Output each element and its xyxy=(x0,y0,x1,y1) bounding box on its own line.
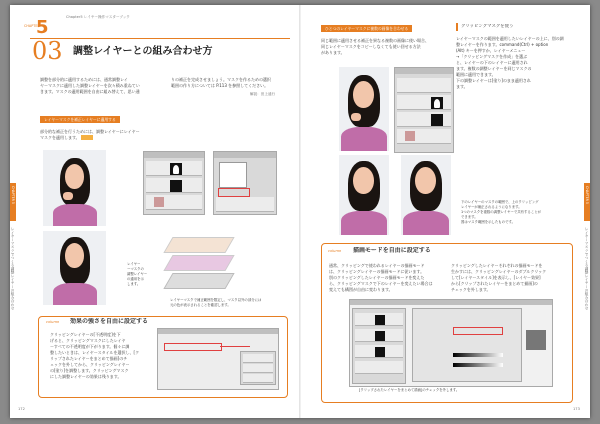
section-line: 同じレイヤーマスクをコピーしなくても使い回せる方法 xyxy=(321,44,421,49)
layer-style-dialog xyxy=(157,328,279,390)
intro-line: きます。マスクの適用範囲を自由に組み替えて、思い通 xyxy=(40,89,140,94)
mask-thumbnail xyxy=(375,331,385,341)
body-shape xyxy=(341,211,387,235)
column-line: げると、クリッピングマスクにしたレイヤ xyxy=(50,338,126,343)
layer-row xyxy=(243,364,273,373)
column-line: 整したいときは、レイヤースタイルを選択し、[ク xyxy=(50,350,140,355)
side-running-text: レイヤーマスクでつくる調整レイヤーの組み合わせ xyxy=(11,227,15,310)
column-text xyxy=(50,332,150,392)
clip-line: 範囲に適用できます。 xyxy=(456,72,496,77)
callout-line: できます。 xyxy=(461,215,478,219)
clip-line: レイヤーマスクの範囲を適用したいレイヤーの上に、別の調 xyxy=(456,36,564,41)
flow-caption-line: 元の色が表示されることを確認します。 xyxy=(170,303,231,307)
body-shape xyxy=(403,211,449,235)
section-line: があります。 xyxy=(321,50,345,55)
highlight-box xyxy=(164,343,222,351)
face-shape xyxy=(353,81,374,108)
portrait-photo xyxy=(43,150,106,226)
chapter-number: 5 xyxy=(36,18,49,38)
page-number: 173 xyxy=(573,407,580,411)
dialog-bar xyxy=(158,329,278,334)
side-tab xyxy=(584,183,590,221)
clip-line: →「クリッピングマスクを作成」を選ぶ xyxy=(456,54,528,59)
section-line: 部分的な補正を行うためには、調整レイヤーにレイヤー xyxy=(40,129,140,134)
gradient-slider xyxy=(453,363,503,367)
section-heading: レイヤーマスクを補正レイヤーに適用する xyxy=(40,116,120,123)
column-line: 生かすには、クリッピングレイヤーのダブルクリック xyxy=(451,269,547,274)
mask-thumbnail-shape xyxy=(434,99,440,108)
side-running-text: レイヤーマスクでつくる調整レイヤーの組み合わせ xyxy=(585,227,589,310)
step-badge xyxy=(81,135,93,140)
caption-line: レイヤー xyxy=(127,262,141,266)
stack-layer xyxy=(163,255,234,271)
chapter-badge xyxy=(24,18,50,38)
stack-layer xyxy=(163,237,234,253)
highlight-arrow xyxy=(220,346,250,347)
column-right-text xyxy=(451,263,569,295)
callout-line: 下のレイヤーのマスクの範囲で、上のクリッピング xyxy=(461,200,539,204)
clip-text xyxy=(456,36,581,96)
breadcrumb: Chapter5 レイヤー操作マスターブック xyxy=(66,15,130,19)
page-number: 172 xyxy=(18,407,25,411)
dialog-body xyxy=(412,308,522,382)
stack-layer xyxy=(163,273,234,289)
clip-line: 下の調整レイヤーは[塗り]のまま適用され xyxy=(456,78,531,83)
body-shape xyxy=(341,127,387,151)
intro-line: 範囲の作り方については P.113 を参照してください。 xyxy=(171,83,269,88)
mask-thumbnail-shape xyxy=(173,165,179,174)
column-line: チェックを外します。 xyxy=(451,287,491,292)
column-line: して[レイヤースタイル]を表示し、[レイヤー効果] xyxy=(451,275,541,280)
preview-swatch xyxy=(526,330,546,350)
flow-caption-line: レイヤーマスクで補正範囲を限定し、マスク以外の部分には xyxy=(170,298,262,302)
clip-line: と、レイヤーの下のレイヤーに適用され xyxy=(456,60,528,65)
side-tab-label: CHAPTER 5 xyxy=(585,186,589,204)
right-page xyxy=(301,5,590,418)
section-number: 03 xyxy=(32,38,63,64)
properties-panel xyxy=(213,151,277,215)
column-label: column xyxy=(46,320,60,324)
portrait-photo-5 xyxy=(401,155,451,235)
face-shape xyxy=(65,164,84,189)
column-line: クリッピングしたレイヤーそれぞれの描画モードを xyxy=(451,263,543,268)
column-left-text xyxy=(329,263,447,295)
clip-line: (Alt) キーを押すか、レイヤーメニュー xyxy=(456,48,526,53)
panel-bar xyxy=(144,152,204,158)
column-line: ェックを外してから、クリッピングレイヤー xyxy=(50,362,130,367)
curve-graph xyxy=(219,162,247,188)
section-line: マスクを適用します。 xyxy=(40,135,80,140)
header-rule xyxy=(30,38,290,39)
layer-row xyxy=(243,374,273,383)
column-line: ーすべての不透明度が下がります。個々に調 xyxy=(50,344,130,349)
intro-line: 調整を部分的に適用するためには、通常調整レイ xyxy=(40,77,128,82)
side-tab-label: CHAPTER 5 xyxy=(11,186,15,204)
portrait-photo-4 xyxy=(339,155,389,235)
column-line: 別のクリッピングしたレイヤーの描画モードを変えた xyxy=(329,275,425,280)
layer-row xyxy=(216,197,274,212)
gradient-slider xyxy=(453,353,503,357)
column-line: クリッピングレイヤーの[不透明度]を下 xyxy=(50,332,121,337)
column-line: は、クリッピングレイヤーの描画モードに従います。 xyxy=(329,269,425,274)
layers-panel-mini xyxy=(352,308,406,384)
caption-line: ーマスクの xyxy=(127,267,144,271)
page-title: 調整レイヤーとの組み合わせ方 xyxy=(73,46,213,57)
caption-line: します。 xyxy=(127,282,141,286)
section-line: 同じ範囲に適用させる補正を異なる複数の画像に使い場合、 xyxy=(321,38,429,43)
clip-heading: クリッピングマスクを使う xyxy=(461,24,514,29)
callout-text xyxy=(461,200,581,232)
column-title: 効果の強さを自由に設定する xyxy=(70,318,149,325)
column-title: 描画モードを自由に設定する xyxy=(353,247,431,254)
mask-thumbnail xyxy=(375,347,385,357)
side-tab xyxy=(10,183,16,221)
left-page xyxy=(10,5,299,418)
caption-line: の適用を示 xyxy=(127,277,144,281)
column-line: の[塗り]を調整します。クリッピングマスク xyxy=(50,368,129,373)
column-line: 通常、クリッピングで使われるレイヤーの描画モード xyxy=(329,263,425,268)
intro-line: ヤーマスクに適用した調整レイヤーを次々積み重ねてい xyxy=(40,83,140,88)
photo-thumbnail xyxy=(154,197,164,207)
photo-thumbnail xyxy=(405,131,415,141)
column-line: にした調整レイヤーの効果は残ります。 xyxy=(50,374,122,379)
highlight-box xyxy=(453,327,503,335)
column-line: 変えても構図が自由に変わります。 xyxy=(329,287,393,292)
caption-line: 調整レイヤー xyxy=(127,272,148,276)
stack-caption xyxy=(127,262,155,296)
layer-stack-illustration xyxy=(158,237,240,291)
dialog-bar xyxy=(350,300,552,305)
clip-line: ます。複数の調整レイヤーを同じマスクの xyxy=(456,66,532,71)
portrait-photo-2 xyxy=(43,231,106,305)
layer-row xyxy=(355,361,403,374)
mask-thumbnail xyxy=(170,180,182,192)
chapter-label: CHAPTER xyxy=(24,24,40,28)
mask-thumbnail xyxy=(375,315,385,325)
face-shape xyxy=(353,167,374,194)
layer-style-screenshot xyxy=(349,299,553,387)
face-shape xyxy=(415,167,436,194)
mask-thumbnail xyxy=(431,114,443,126)
column-line: リップされたレイヤーをまとめて描画]のチ xyxy=(50,356,128,361)
body-shape xyxy=(53,204,97,226)
callout-line: 図はマスク範囲を示したものです。 xyxy=(461,220,515,224)
panel-bar xyxy=(214,152,276,158)
figure-caption: [クリップされたレイヤーをまとめて描画]のチェックを外します。 xyxy=(359,388,460,392)
column-line: ら、クリッピングマスクで下のレイヤーを変えたい場合は xyxy=(329,281,433,286)
intro-line: りの補正を完成させましょう。マスクを作るための選択 xyxy=(171,77,271,82)
clip-line: 整レイヤーを作ります。command(Ctrl) + option xyxy=(456,42,549,47)
face-shape xyxy=(65,243,84,268)
column-line: から[クリップされたレイヤーをまとめて描画]の xyxy=(451,281,538,286)
section-heading: ひとつのレイヤーマスクに複数の画像を合わせる xyxy=(321,25,412,32)
layers-panel-mini xyxy=(240,351,276,385)
clip-line: ます。 xyxy=(456,84,468,89)
body-shape xyxy=(53,283,97,305)
book-spread xyxy=(10,5,590,418)
hand-shape xyxy=(63,192,73,200)
portrait-photo-3 xyxy=(339,67,389,151)
hand-shape xyxy=(351,113,361,121)
layer-row xyxy=(397,78,451,93)
callout-line: レイヤーが補正されるようになります。 xyxy=(461,205,522,209)
column-label: column xyxy=(328,249,342,253)
layers-panel xyxy=(143,151,205,215)
layer-row xyxy=(243,354,273,363)
author-credit: 解説：田上遥行 xyxy=(250,92,276,96)
callout-line: 1つのマスクを複数の調整レイヤーで共有することが xyxy=(461,210,541,214)
panel-bar xyxy=(395,68,453,74)
highlight-box xyxy=(218,188,250,197)
layers-panel-clip xyxy=(394,67,454,153)
